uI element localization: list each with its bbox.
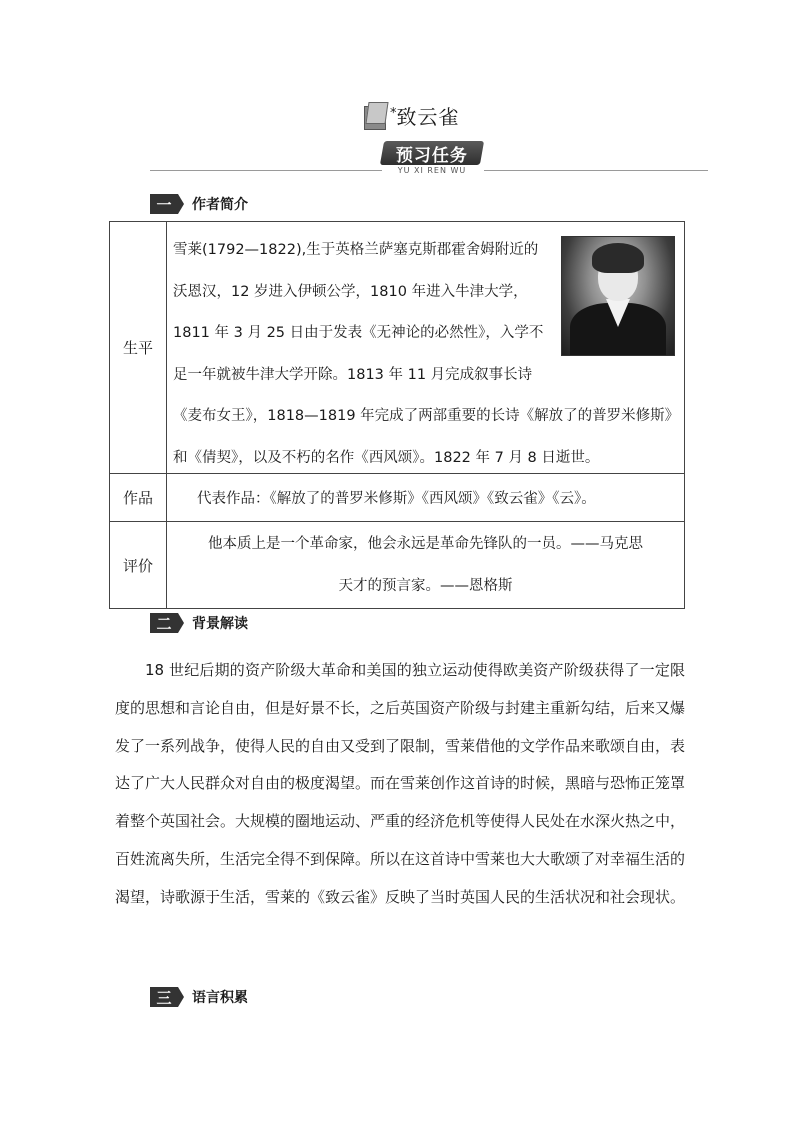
section-title: 背景解读 xyxy=(192,616,248,632)
life-cell xyxy=(167,222,685,474)
works-text: 代表作品：《解放了的普罗米修斯》《西风颂》《致云雀》《云》。 xyxy=(167,474,685,522)
table-row-works xyxy=(110,474,685,522)
book-icon xyxy=(364,102,388,128)
background-paragraph: 18 世纪后期的资产阶级大革命和美国的独立运动使得欧美资产阶级获得了一定限度的思想和言论自由，但是好景不长，之后英国资产阶级与封建主重新勾结，后来又爆发了一系列战争，使得人民的自由又受到了限制，雪莱借他的文学作品来歌颂自由，表达了广大人民群众对自由的极度渴望。而在雪莱创作这首诗的时候，黑暗与恐怖正笼罩着整个英国社会。大规模的圈地运动、严重的经济危机等使得人民处在水深火热之中，百姓流离失所，生活完全得不到保障。所以在这首诗中雪莱也大大歌颂了对幸福生活的渴望，诗歌源于生活，雪莱的《致云雀》反映了当时英国人民的生活状况和社会现状。 xyxy=(115,661,686,906)
section-language xyxy=(150,986,248,1008)
works-label: 作品 xyxy=(110,474,167,522)
title-mark: * xyxy=(390,106,397,121)
life-text: 雪莱(1792—1822),生于英格兰萨塞克斯郡霍舍姆附近的沃恩汉，12 岁进入伊顿公学，1810 年进入牛津大学，1811 年 3 月 25 日由于发表《无神论的必然性》，入学不足一年就被牛津大学开除。1813 年 11 月完成叙事长诗《麦布女王》，1818—1819 年完成了两部重要的长诗《解放了的普罗米修斯》和《倩契》，以及不朽的名作《西风颂》。1822 年 7 月 8 日逝世。 xyxy=(173,242,672,466)
section-number: 三 xyxy=(150,987,178,1007)
banner-label: 预习任务 xyxy=(396,145,468,166)
evaluation-quote-marx: 他本质上是一个革命家，他会永远是革命先锋队的一员。——马克思 xyxy=(208,536,643,552)
section-author-intro xyxy=(150,193,248,215)
evaluation-quote-engels: 天才的预言家。——恩格斯 xyxy=(338,578,513,594)
section-number: 二 xyxy=(150,613,178,633)
divider-right xyxy=(484,170,708,171)
preview-task-banner xyxy=(380,141,484,165)
section-number: 一 xyxy=(150,194,178,214)
evaluation-cell xyxy=(167,522,685,609)
title-text: 致云雀 xyxy=(396,104,460,129)
banner-pinyin: YU XI REN WU xyxy=(397,166,467,175)
table-row-life xyxy=(110,222,685,474)
divider-left xyxy=(150,170,382,171)
author-table xyxy=(109,221,685,609)
section-title: 作者简介 xyxy=(192,197,248,213)
life-content xyxy=(173,230,679,479)
section-background xyxy=(150,612,248,634)
lesson-title xyxy=(364,98,460,132)
life-label: 生平 xyxy=(110,222,167,474)
evaluation-label: 评价 xyxy=(110,522,167,609)
table-row-evaluation xyxy=(110,522,685,609)
portrait-image xyxy=(561,236,675,356)
section-title: 语言积累 xyxy=(192,990,248,1006)
